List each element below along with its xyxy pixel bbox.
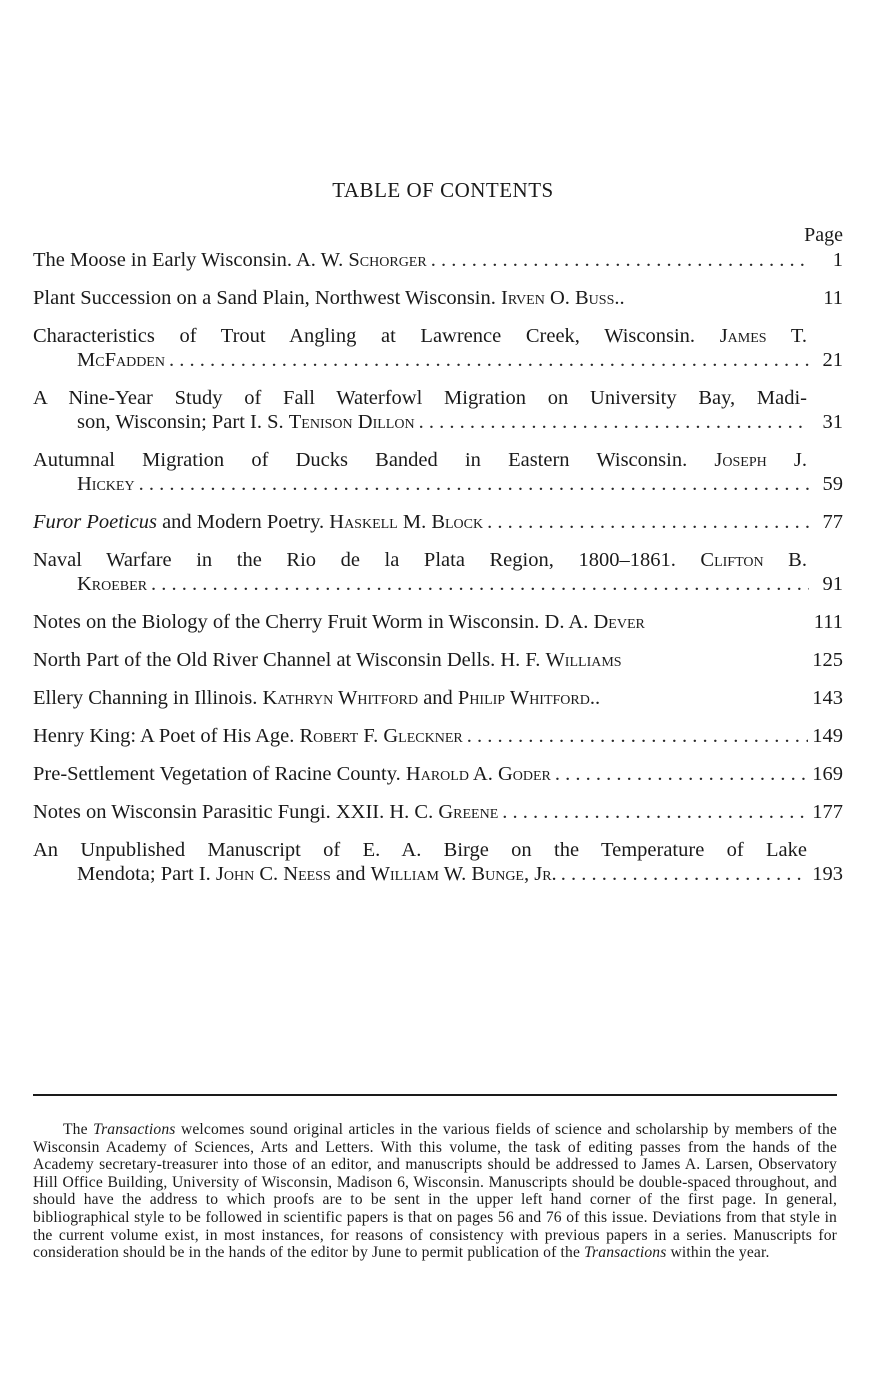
entry-author: Harold A. Goder (405, 763, 551, 785)
toc-heading: TABLE OF CONTENTS (332, 178, 554, 202)
entry-title: Pre-Settlement Vegetation of Racine County. Harold A. Goder (33, 763, 551, 785)
dot-leader (431, 248, 809, 272)
entry-title: Plant Succession on a Sand Plain, Northwest Wisconsin. Irven O. Buss.. (33, 287, 625, 309)
dot-leader (467, 724, 809, 748)
dot-leader (169, 348, 809, 372)
entry-title: A Nine-Year Study of Fall Waterfowl Migration on University Bay, Madi- (33, 387, 807, 409)
entry-title-cont: Mendota; Part I. John C. Neess and William W. Bunge, Jr. (77, 863, 557, 885)
toc-entry (33, 648, 843, 672)
entry-author: Irven O. Buss (501, 287, 615, 309)
toc-entry (33, 386, 843, 434)
entry-title: Characteristics of Trout Angling at Lawrence Creek, Wisconsin. James T. (33, 325, 807, 347)
entry-page: 169 (812, 763, 843, 785)
entry-page: 1 (832, 249, 843, 271)
entry-author-2: Philip Whitford (457, 687, 590, 709)
dot-leader (502, 800, 808, 824)
entry-page: 11 (823, 287, 843, 309)
dot-leader (561, 862, 809, 886)
entry-page: 21 (822, 349, 843, 371)
entry-author: John C. Neess (215, 863, 331, 885)
toc-entry (33, 762, 843, 786)
entry-page: 31 (822, 411, 843, 433)
entry-page: 111 (813, 611, 843, 633)
entry-title: Furor Poeticus and Modern Poetry. Haskell M. Block (33, 511, 484, 533)
entry-page: 177 (812, 801, 843, 823)
entry-title-cont: son, Wisconsin; Part I. S. Tenison Dillon (77, 411, 415, 433)
page-column-label: Page (804, 224, 843, 246)
entry-author: Kroeber (77, 573, 148, 595)
entry-page: 59 (822, 473, 843, 495)
toc-entry (33, 610, 843, 634)
toc-entry (33, 686, 843, 710)
entry-author: Robert F. Gleckner (299, 725, 463, 747)
toc-entry (33, 548, 843, 596)
entry-author: Hickey (77, 473, 135, 495)
entry-title: Notes on the Biology of the Cherry Fruit Worm in Wisconsin. D. A. Dever (33, 611, 645, 633)
entry-title: North Part of the Old River Channel at Wisconsin Dells. H. F. Williams (33, 649, 622, 671)
toc-entry (33, 248, 843, 272)
entry-title: Autumnal Migration of Ducks Banded in Eastern Wisconsin. Joseph J. (33, 449, 807, 471)
entry-author: Dever (593, 611, 645, 633)
entry-title: Notes on Wisconsin Parasitic Fungi. XXII. H. C. Greene (33, 801, 499, 823)
entry-author-2: William W. Bunge, Jr. (370, 863, 557, 885)
entry-page: 193 (812, 863, 843, 885)
toc-entry (33, 448, 843, 496)
entry-author: Schorger (348, 249, 427, 271)
entry-title: Henry King: A Poet of His Age. Robert F. Gleckner (33, 725, 463, 747)
entry-author: McFadden (77, 349, 165, 371)
entry-page: 77 (822, 511, 843, 533)
entry-title: The Moose in Early Wisconsin. A. W. Schorger (33, 249, 427, 271)
entry-author: Kathryn Whitford (262, 687, 419, 709)
editorial-note: The Transactions welcomes sound original articles in the various fields of science and scholarship by members of the Wisconsin Academy of Sciences, Arts and Letters. With this volume, the task of editing passes from the hands of the Academy secretary-treasurer into those of an editor, and manuscripts should be addressed to James A. Larsen, Observatory Hill Office Building, University of Wisconsin, Madison 6, Wisconsin. Manuscripts should be double-spaced throughout, and should have the address to which proofs are to be sent in the upper left hand corner of the first page. In general, bibliographical style to be followed in scientific papers is that on pages 56 and 76 of this issue. Deviations from that style in the current volume exist, in most instances, for reasons of consistency with previous papers in a series. Manuscripts for consideration should be in the hands of the editor by June to permit publication of the Transactions within the year. (33, 1121, 837, 1262)
toc-entry (33, 838, 843, 886)
toc-entry (33, 510, 843, 534)
entry-title: Naval Warfare in the Rio de la Plata Region, 1800–1861. Clifton B. (33, 549, 807, 571)
toc-entry (33, 286, 843, 310)
dot-leader (151, 572, 809, 596)
toc-entry (33, 800, 843, 824)
entry-author: Tenison Dillon (288, 411, 415, 433)
entry-author: Greene (438, 801, 499, 823)
entry-page: 149 (812, 725, 843, 747)
entry-author: Williams (545, 649, 622, 671)
entry-page: 125 (812, 649, 843, 671)
toc-entry (33, 324, 843, 372)
dot-leader (487, 510, 809, 534)
dot-leader (419, 410, 809, 434)
footnote-divider (33, 1094, 837, 1096)
dot-leader (139, 472, 809, 496)
entry-page: 143 (812, 687, 843, 709)
toc-list (33, 248, 843, 900)
entry-page: 91 (822, 573, 843, 595)
entry-title: Ellery Channing in Illinois. Kathryn Whitford and Philip Whitford.. (33, 687, 601, 709)
entry-title: An Unpublished Manuscript of E. A. Birge on the Temperature of Lake (33, 839, 807, 861)
dot-leader (555, 762, 808, 786)
toc-entry (33, 724, 843, 748)
entry-author: Haskell M. Block (329, 511, 484, 533)
